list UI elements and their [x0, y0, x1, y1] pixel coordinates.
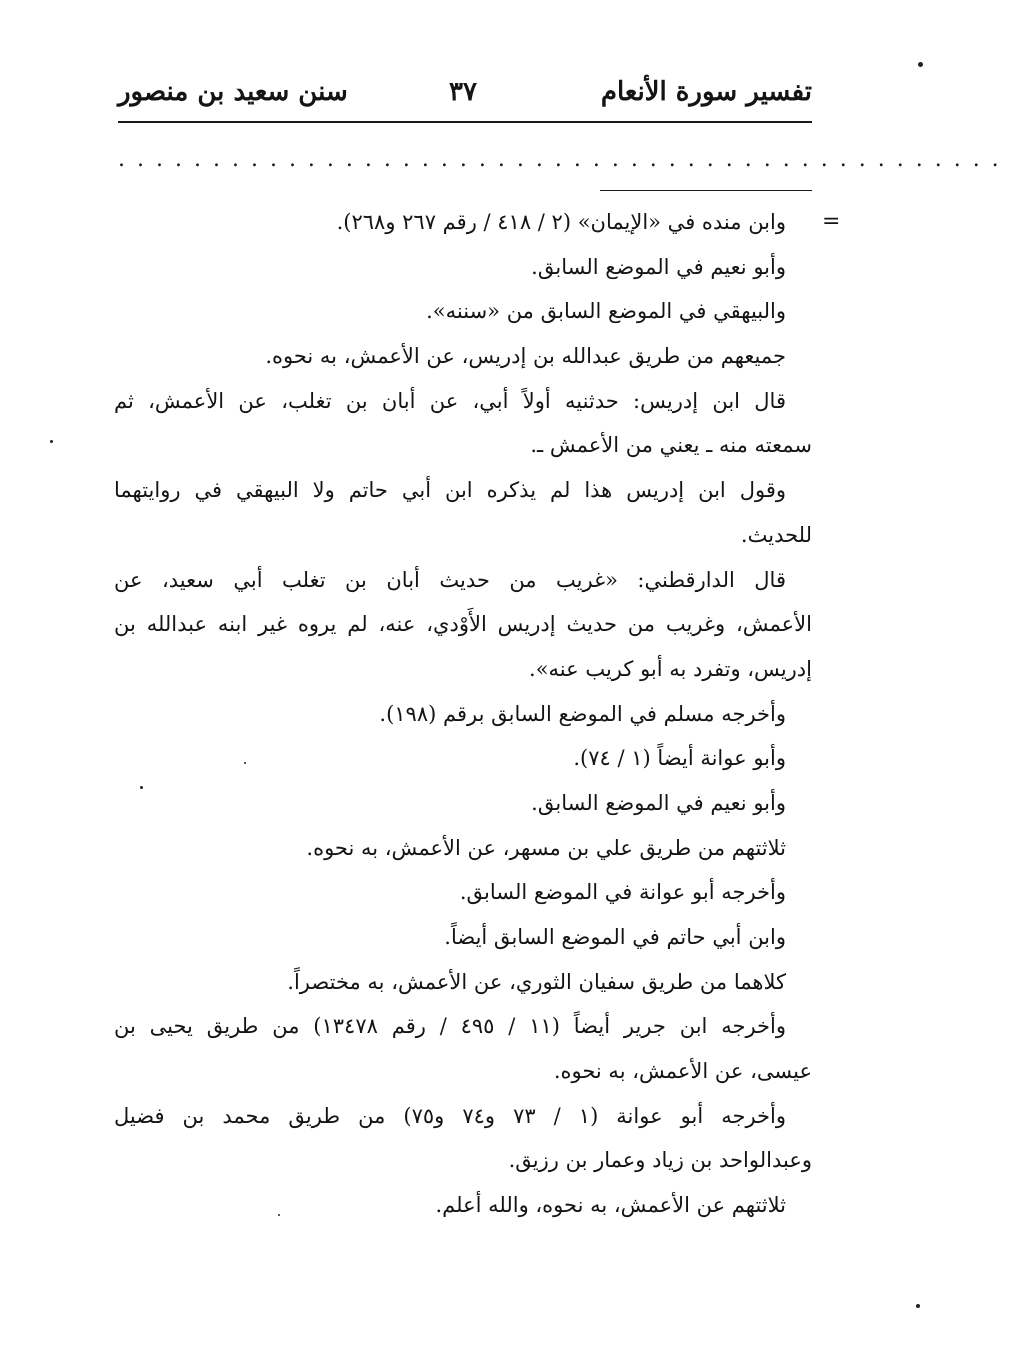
text-line: وأخرجه أبو عوانة في الموضع السابق. [459, 880, 786, 905]
text-line: للحديث. [740, 522, 812, 547]
text-line: وأخرجه أبو عوانة (١ / ٧٣ و٧٤ و٧٥) من طريق محمد بن فضيل [114, 1103, 786, 1128]
text-line: عيسى، عن الأعمش، به نحوه. [553, 1059, 812, 1084]
running-head-surah-title: تفسير سورة الأنعام [600, 77, 812, 107]
scan-speck [916, 1304, 920, 1308]
page-number: ٣٧ [449, 77, 477, 107]
text-line: إدريس، وتفرد به أبو كريب عنه». [529, 656, 812, 681]
footnote-rule [600, 190, 812, 191]
continuation-mark: = [822, 209, 841, 234]
scan-speck [244, 762, 246, 764]
text-line: وأخرجه مسلم في الموضع السابق برقم (١٩٨). [379, 701, 786, 726]
scan-speck [50, 440, 53, 443]
text-line: وقول ابن إدريس هذا لم يذكره ابن أبي حاتم ولا البيهقي في روايتهما [114, 478, 786, 503]
footnote-text [114, 200, 812, 1228]
text-line: وأبو عوانة أيضاً (١ / ٧٤). [573, 746, 786, 771]
text-line: كلاهما من طريق سفيان الثوري، عن الأعمش، به مختصراً. [287, 969, 786, 994]
text-line: قال ابن إدريس: حدثنيه أولاً أبي، عن أبان بن تغلب، عن الأعمش، ثم [114, 388, 786, 413]
text-line: وعبدالواحد بن زياد وعمار بن رزيق. [508, 1148, 812, 1173]
text-line: ثلاثتهم عن الأعمش، به نحوه، والله أعلم. [435, 1193, 786, 1218]
text-line: قال الدارقطني: «غريب من حديث أبان بن تغلب أبي سعيد، عن [114, 567, 786, 592]
text-line: جميعهم من طريق عبدالله بن إدريس، عن الأعمش، به نحوه. [265, 344, 786, 369]
text-line: وأبو نعيم في الموضع السابق. [531, 254, 786, 279]
text-line: وابن منده في «الإيمان» (٢ / ٤١٨ / رقم ٢٦٧ و٢٦٨). [336, 210, 786, 234]
scan-speck [918, 62, 923, 67]
text-line: سمعته منه ـ يعني من الأعمش ـ. [530, 433, 812, 458]
scan-speck [140, 786, 143, 789]
dotted-separator: ............................................... [118, 147, 1011, 172]
scan-speck [278, 1214, 280, 1216]
text-line: وأخرجه ابن جرير أيضاً (١١ / ٤٩٥ / رقم ١٣٤٧٨) من طريق يحيى بن [114, 1014, 786, 1039]
text-line: الأعمش، وغريب من حديث إدريس الأَوْدي، عنه، لم يروه غير ابنه عبدالله بن [114, 612, 812, 637]
text-line: وأبو نعيم في الموضع السابق. [531, 790, 786, 815]
running-head-book-title: سنن سعيد بن منصور [118, 77, 348, 107]
text-line: ثلاثتهم من طريق علي بن مسهر، عن الأعمش، به نحوه. [306, 835, 786, 860]
text-line: والبيهقي في الموضع السابق من «سننه». [426, 299, 786, 324]
header-rule [118, 121, 812, 123]
text-line: وابن أبي حاتم في الموضع السابق أيضاً. [444, 925, 786, 949]
